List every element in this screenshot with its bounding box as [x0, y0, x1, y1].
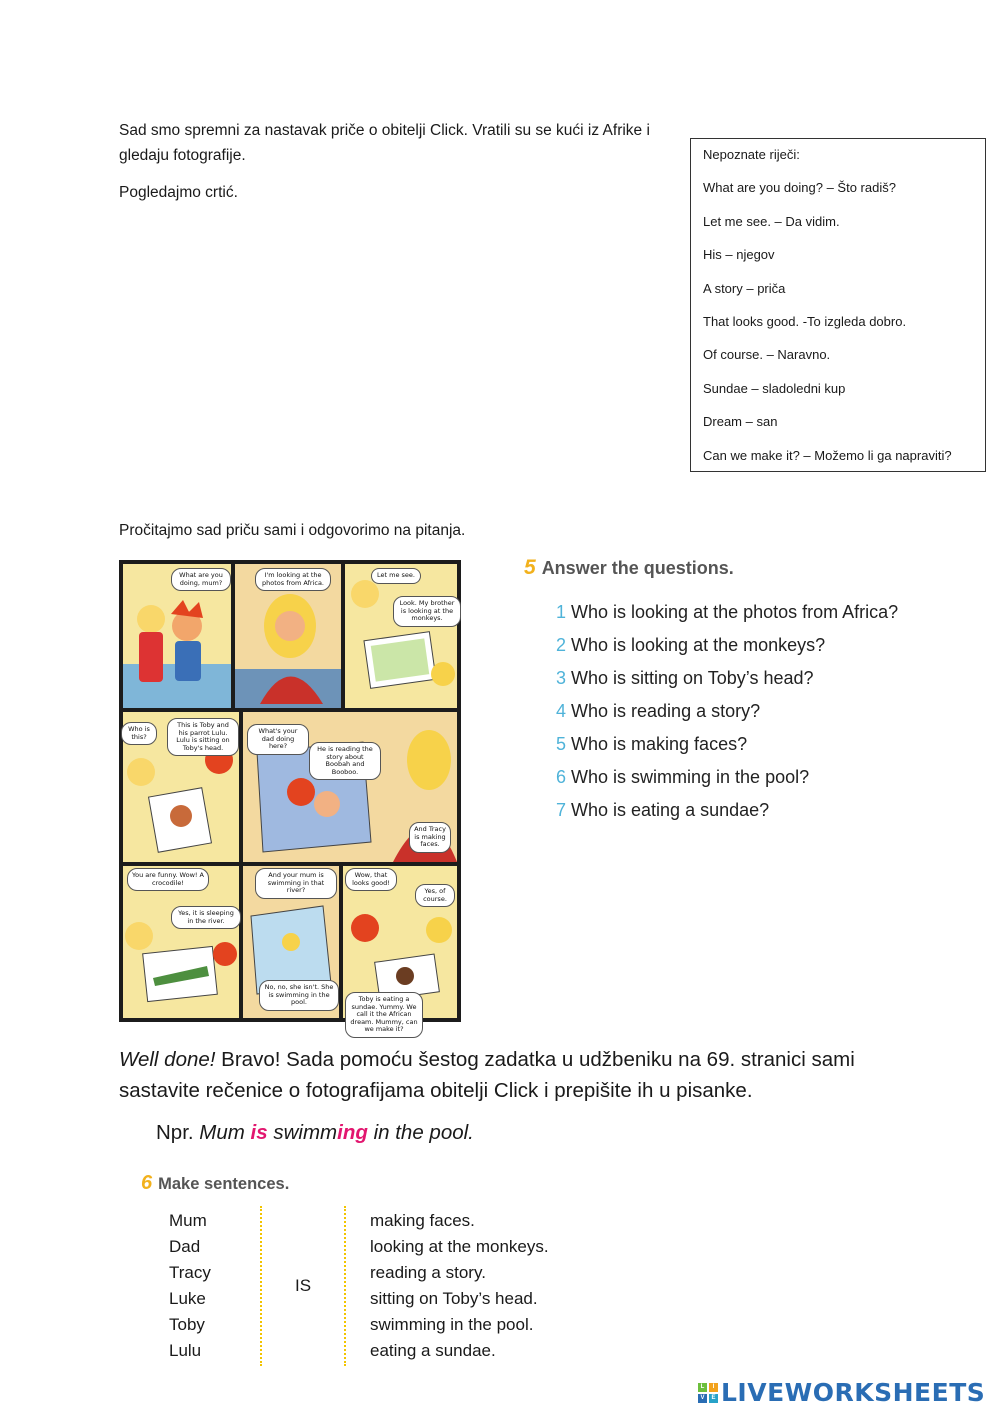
- vocab-item: Sundae – sladoledni kup: [703, 380, 846, 396]
- speech-bubble: Look. My brother is looking at the monkeys.: [393, 596, 461, 627]
- logo-tile: E: [709, 1394, 718, 1403]
- question-item: [556, 732, 898, 765]
- read-instruction: Pročitajmo sad priču sami i odgovorimo na pitanja.: [119, 522, 466, 539]
- question-text: Who is eating a sundae?: [571, 800, 770, 820]
- speech-bubble: You are funny. Wow! A crocodile!: [127, 868, 209, 891]
- question-text: Who is making faces?: [571, 734, 748, 754]
- question-item: [556, 699, 898, 732]
- speech-bubble: What are you doing, mum?: [171, 568, 231, 591]
- speech-bubble: Wow, that looks good!: [345, 868, 397, 891]
- question-item: [556, 798, 898, 831]
- question-number: 7: [556, 800, 567, 820]
- exercise-6-title: [141, 1172, 289, 1195]
- example-rest: in the pool.: [367, 1121, 474, 1144]
- example-ing-ending: ing: [337, 1121, 368, 1144]
- speech-bubble: This is Toby and his parrot Lulu. Lulu is sitting on Toby's head.: [167, 718, 239, 756]
- speech-bubble: No, no, she isn't. She is swimming in the pool.: [259, 980, 339, 1011]
- example-sentence: [156, 1121, 474, 1145]
- vocab-item: Let me see. – Da vidim.: [703, 213, 840, 229]
- exercise-title-text: Answer the questions.: [541, 558, 734, 578]
- ending-item: swimming in the pool.: [370, 1315, 534, 1334]
- ending-column: [370, 1208, 549, 1364]
- ending-item: making faces.: [370, 1211, 475, 1230]
- vocab-item: Dream – san: [703, 414, 778, 430]
- subject-column: [169, 1208, 211, 1364]
- intro-text: [119, 118, 659, 217]
- subject-item: Dad: [169, 1237, 201, 1256]
- vocab-item: That looks good. -To izgleda dobro.: [703, 313, 907, 329]
- exercise-5-title: [524, 556, 734, 580]
- dotted-divider: [344, 1206, 346, 1366]
- speech-bubble: Yes, of course.: [415, 884, 455, 907]
- question-number: 3: [556, 668, 567, 688]
- question-number: 6: [556, 767, 567, 787]
- intro-paragraph-2: Pogledajmo crtić.: [119, 184, 238, 201]
- example-prefix: Npr.: [156, 1121, 200, 1144]
- question-number: 5: [556, 734, 567, 754]
- well-done-instruction: [119, 1044, 909, 1106]
- question-list: [556, 600, 898, 831]
- subject-item: Luke: [169, 1289, 206, 1308]
- vocab-heading: Nepoznate riječi:: [703, 147, 800, 162]
- question-item: [556, 633, 898, 666]
- logo-tile: V: [698, 1394, 707, 1403]
- well-done-italic: Well done!: [119, 1048, 216, 1071]
- logo-icon: [698, 1383, 718, 1403]
- subject-item: Lulu: [169, 1341, 202, 1360]
- question-item: [556, 765, 898, 798]
- subject-item: Mum: [169, 1211, 207, 1230]
- question-text: Who is sitting on Toby’s head?: [571, 668, 814, 688]
- question-text: Who is looking at the photos from Africa?: [571, 602, 899, 622]
- comic-strip: [119, 560, 461, 1033]
- comic-panel-3: [345, 564, 457, 708]
- logo-tile: I: [709, 1383, 718, 1392]
- speech-bubble: Toby is eating a sundae. Yummy. We call it the African dream. Mummy, can we make it?: [345, 992, 423, 1038]
- speech-bubble: I'm looking at the photos from Africa.: [255, 568, 331, 591]
- photo-monkeys-illustration: [345, 564, 457, 708]
- vocab-item: Of course. – Naravno.: [703, 347, 831, 363]
- dotted-divider: [260, 1206, 262, 1366]
- brand-name: LIVEWORKSHEETS: [721, 1378, 986, 1407]
- speech-bubble: Yes, it is sleeping in the river.: [171, 906, 241, 929]
- speech-bubble: And Tracy is making faces.: [409, 822, 451, 853]
- example-subject: Mum: [199, 1121, 251, 1144]
- ending-item: sitting on Toby’s head.: [370, 1289, 538, 1308]
- question-text: Who is swimming in the pool?: [571, 767, 810, 787]
- speech-bubble: What's your dad doing here?: [247, 724, 309, 755]
- exercise-number: 5: [524, 556, 536, 579]
- example-verb-is: is: [250, 1121, 268, 1144]
- speech-bubble: And your mum is swimming in that river?: [255, 868, 337, 899]
- vocab-item: Can we make it? – Možemo li ga napraviti?: [703, 447, 952, 463]
- well-done-text: Bravo! Sada pomoću šestog zadatka u udžbeniku na 69. stranici sami sastavite rečenice o fotografijama obitelji Click i prepišite ih u pisanke.: [119, 1048, 855, 1102]
- exercise-title-text: Make sentences.: [158, 1175, 290, 1193]
- question-number: 4: [556, 701, 567, 721]
- vocab-item: A story – priča: [703, 280, 786, 296]
- speech-bubble: Who is this?: [121, 722, 157, 745]
- example-verb-stem: swimm: [267, 1121, 338, 1144]
- subject-item: Tracy: [169, 1263, 211, 1282]
- liveworksheets-logo: [698, 1378, 985, 1407]
- ending-item: reading a story.: [370, 1263, 486, 1282]
- vocabulary-box: [690, 138, 986, 472]
- vocab-item: His – njegov: [703, 247, 775, 263]
- logo-tile: L: [698, 1383, 707, 1392]
- exercise-number: 6: [141, 1172, 153, 1194]
- speech-bubble: He is reading the story about Boobah and Booboo.: [309, 742, 381, 780]
- verb-is: IS: [295, 1276, 312, 1295]
- question-text: Who is reading a story?: [571, 701, 761, 721]
- intro-paragraph: Sad smo spremni za nastavak priče o obitelji Click. Vratili su se kući iz Afrike i gledaju fotografije.: [119, 122, 650, 164]
- speech-bubble: Let me see.: [371, 568, 421, 584]
- ending-item: eating a sundae.: [370, 1341, 496, 1360]
- question-number: 2: [556, 635, 567, 655]
- ending-item: looking at the monkeys.: [370, 1237, 549, 1256]
- question-text: Who is looking at the monkeys?: [571, 635, 826, 655]
- subject-item: Toby: [169, 1315, 205, 1334]
- vocab-item: What are you doing? – Što radiš?: [703, 180, 896, 196]
- question-item: [556, 666, 898, 699]
- question-item: [556, 600, 898, 633]
- question-number: 1: [556, 602, 567, 622]
